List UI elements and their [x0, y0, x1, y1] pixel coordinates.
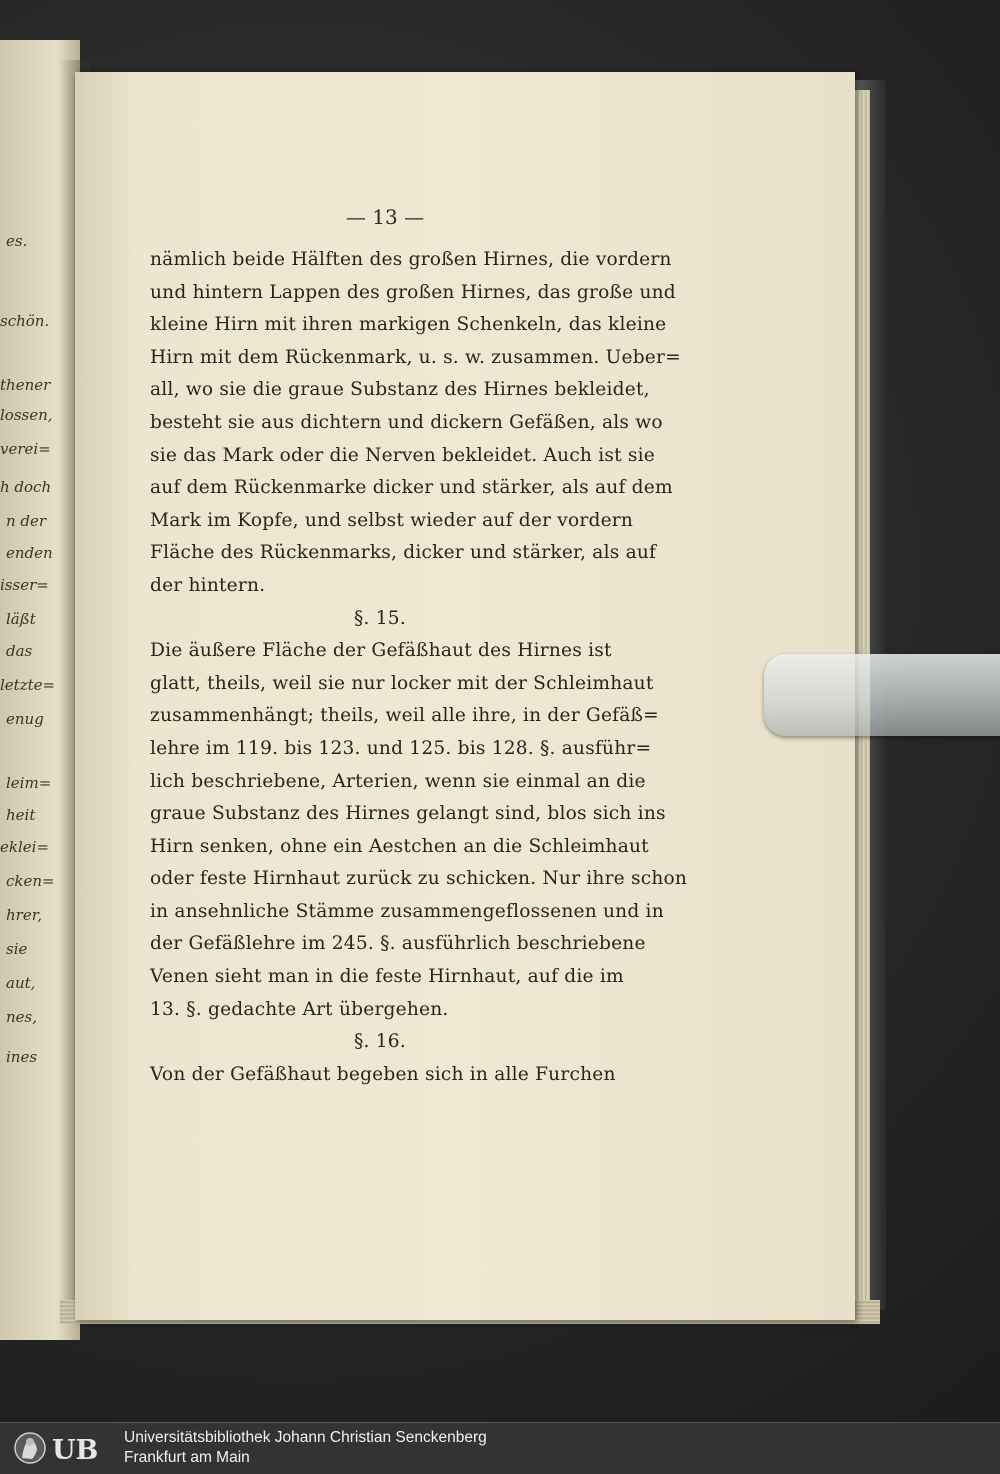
left-page-fragment: leim= [6, 774, 52, 792]
left-page-text-fragments [0, 0, 60, 1422]
page-number: — 13 — [345, 205, 425, 229]
left-page-fragment: h doch [0, 478, 52, 496]
left-page-fragment: eklei= [0, 838, 50, 856]
left-page-fragment: nes, [6, 1008, 38, 1026]
text-line: Hirn senken, ohne ein Aestchen an die Schleimhaut [150, 835, 649, 857]
ub-logo-text: UB [52, 1435, 99, 1466]
left-page-fragment: das [6, 642, 33, 660]
left-page-fragment: schön. [0, 312, 50, 330]
left-page-fragment: läßt [6, 610, 36, 628]
text-line: und hintern Lappen des großen Hirnes, das große und [150, 281, 676, 303]
ub-logo-icon [8, 1428, 114, 1468]
text-line: graue Substanz des Hirnes gelangt sind, blos sich ins [150, 803, 666, 825]
text-line: 13. §. gedachte Art übergehen. [150, 998, 449, 1020]
text-line: zusammenhängt; theils, weil alle ihre, in der Gefäß= [150, 705, 659, 727]
glass-page-weight [764, 654, 1000, 736]
left-page-fragment: enug [6, 710, 44, 728]
text-line: sie das Mark oder die Nerven bekleidet. Auch ist sie [150, 444, 655, 466]
left-page-fragment: cken= [6, 872, 55, 890]
text-line: auf dem Rückenmarke dicker und stärker, als auf dem [150, 477, 673, 499]
left-page-fragment: thener [0, 376, 51, 394]
text-line: in ansehnliche Stämme zusammengeflossenen und in [150, 900, 664, 922]
text-line: Die äußere Fläche der Gefäßhaut des Hirnes ist [150, 640, 612, 662]
text-line: besteht sie aus dichtern und dickern Gefäßen, als wo [150, 411, 663, 433]
left-page-fragment: letzte= [0, 676, 56, 694]
footer-institution [124, 1428, 487, 1468]
text-line: all, wo sie die graue Substanz des Hirnes bekleidet, [150, 379, 650, 401]
text-line: kleine Hirn mit ihren markigen Schenkeln, das kleine [150, 314, 667, 336]
left-page-fragment: sie [6, 940, 28, 958]
footer-institution-name: Universitätsbibliothek Johann Christian Senckenberg [124, 1429, 487, 1446]
page-body-text [150, 244, 688, 1091]
text-line: §. 15. [354, 607, 406, 629]
text-line: der Gefäßlehre im 245. §. ausführlich beschriebene [150, 933, 646, 955]
text-line: lich beschriebene, Arterien, wenn sie einmal an die [150, 770, 646, 792]
text-line: Hirn mit dem Rückenmark, u. s. w. zusammen. Ueber= [150, 346, 681, 368]
text-line: Fläche des Rückenmarks, dicker und stärker, als auf [150, 542, 657, 564]
left-page-fragment: ines [6, 1048, 38, 1066]
text-line: oder feste Hirnhaut zurück zu schicken. Nur ihre schon [150, 868, 688, 890]
left-page-fragment: heit [6, 806, 36, 824]
left-page-fragment: lossen, [0, 406, 53, 424]
left-page-fragment: es. [6, 232, 28, 250]
left-page-fragment: aut, [6, 974, 36, 992]
text-line: Venen sieht man in die feste Hirnhaut, auf die im [150, 966, 624, 988]
left-page-fragment: hrer, [6, 906, 42, 924]
footer-bar [0, 1422, 1000, 1474]
text-line: Von der Gefäßhaut begeben sich in alle Furchen [150, 1063, 616, 1085]
left-page-fragment: n der [6, 512, 47, 530]
text-line: nämlich beide Hälften des großen Hirnes, die vordern [150, 249, 672, 270]
footer-institution-city: Frankfurt am Main [124, 1449, 250, 1466]
left-page-fragment: enden [6, 544, 53, 562]
text-line: der hintern. [150, 574, 266, 596]
text-line: Mark im Kopfe, und selbst wieder auf der vordern [150, 509, 634, 531]
left-page-fragment: verei= [0, 440, 51, 458]
left-page-fragment: isser= [0, 576, 49, 594]
text-line: §. 16. [354, 1031, 406, 1053]
text-line: glatt, theils, weil sie nur locker mit der Schleimhaut [150, 672, 654, 694]
text-line: lehre im 119. bis 123. und 125. bis 128. §. ausführ= [150, 737, 652, 759]
